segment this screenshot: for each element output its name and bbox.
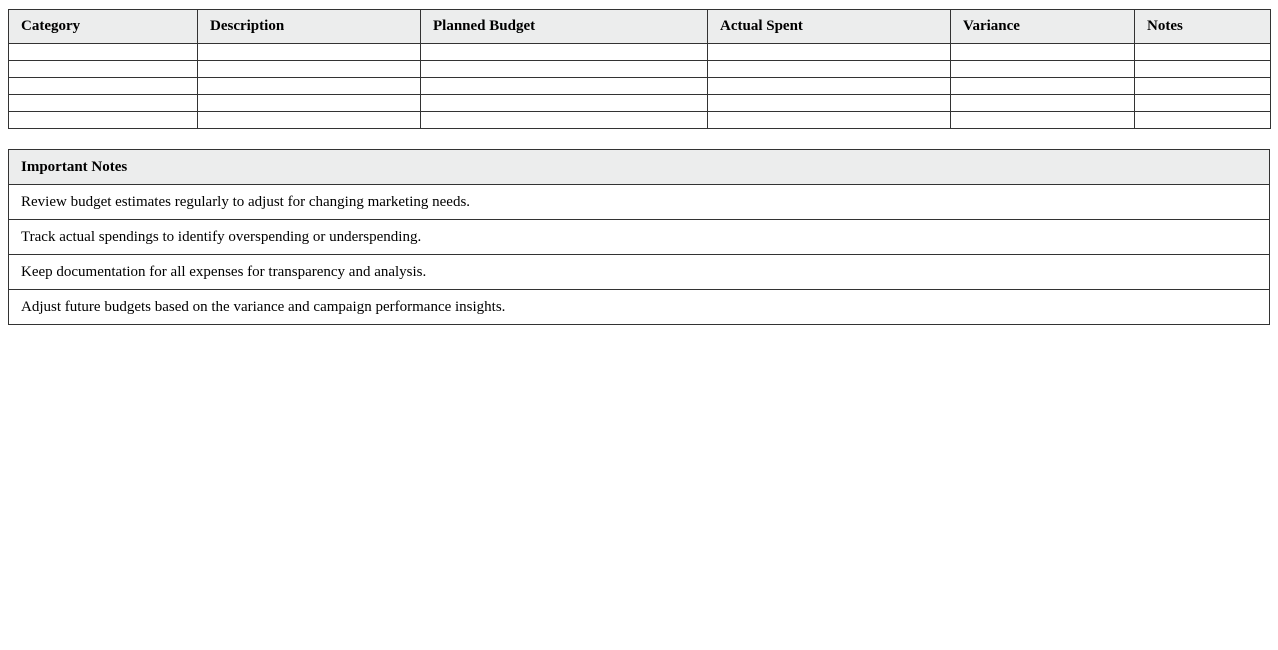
table-cell (951, 61, 1135, 78)
note-row (9, 185, 1270, 220)
table-cell (421, 95, 708, 112)
important-notes-table (8, 149, 1270, 325)
table-cell (421, 112, 708, 129)
table-row (9, 78, 1271, 95)
table-cell (1135, 95, 1271, 112)
table-cell (198, 95, 421, 112)
table-cell (708, 44, 951, 61)
table-cell (1135, 61, 1271, 78)
note-text: Review budget estimates regularly to adjust for changing marketing needs. (9, 185, 1270, 220)
table-row (9, 44, 1271, 61)
budget-header-row (9, 10, 1271, 44)
budget-table (8, 9, 1271, 129)
table-cell (951, 112, 1135, 129)
note-text: Keep documentation for all expenses for transparency and analysis. (9, 255, 1270, 290)
table-cell (9, 78, 198, 95)
column-header-actual-spent: Actual Spent (708, 10, 951, 44)
notes-header: Important Notes (9, 150, 1270, 185)
column-header-notes: Notes (1135, 10, 1271, 44)
table-cell (9, 44, 198, 61)
table-cell (9, 95, 198, 112)
table-cell (198, 78, 421, 95)
table-cell (1135, 78, 1271, 95)
table-cell (9, 61, 198, 78)
table-cell (198, 112, 421, 129)
column-header-category: Category (9, 10, 198, 44)
table-cell (198, 61, 421, 78)
table-cell (951, 44, 1135, 61)
table-cell (421, 44, 708, 61)
column-header-planned-budget: Planned Budget (421, 10, 708, 44)
column-header-variance: Variance (951, 10, 1135, 44)
table-cell (708, 95, 951, 112)
note-text: Adjust future budgets based on the variance and campaign performance insights. (9, 290, 1270, 325)
note-row (9, 255, 1270, 290)
table-cell (198, 44, 421, 61)
table-cell (708, 61, 951, 78)
table-cell (708, 78, 951, 95)
table-cell (9, 112, 198, 129)
table-cell (421, 78, 708, 95)
table-cell (1135, 44, 1271, 61)
column-header-description: Description (198, 10, 421, 44)
table-cell (1135, 112, 1271, 129)
table-cell (708, 112, 951, 129)
table-row (9, 112, 1271, 129)
table-cell (421, 61, 708, 78)
note-row (9, 220, 1270, 255)
note-row (9, 290, 1270, 325)
table-row (9, 61, 1271, 78)
table-cell (951, 78, 1135, 95)
table-cell (951, 95, 1135, 112)
table-row (9, 95, 1271, 112)
note-text: Track actual spendings to identify overspending or underspending. (9, 220, 1270, 255)
notes-header-row (9, 150, 1270, 185)
